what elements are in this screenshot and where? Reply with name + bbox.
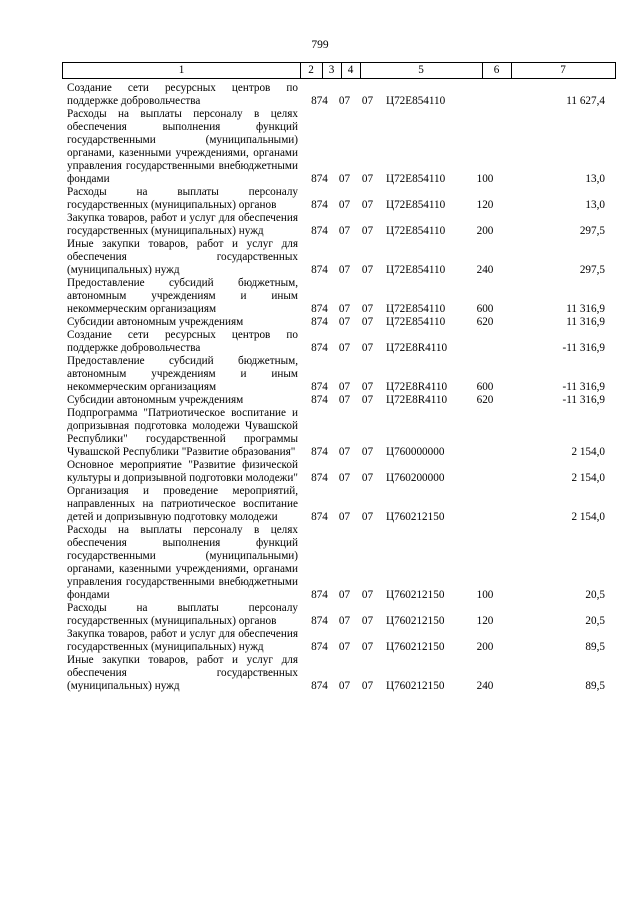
row-name: Организация и проведение мероприятий, направленных на патриотическое воспитание детей и допризывную подготовку молодежи: [67, 485, 298, 523]
row-name: Расходы на выплаты персоналу в целях обеспечения выполнения функций государственными (муниципальными) органами, казенными учреждениями, органами управления государственными внебюджетными фондами: [67, 524, 298, 601]
row-code-expense-type: 620: [476, 316, 494, 328]
table-row: [67, 329, 617, 355]
row-code-subsection: 07: [361, 615, 374, 627]
row-name: Субсидии автономным учреждениям: [67, 316, 244, 328]
row-amount: 89,5: [585, 680, 605, 692]
table-row: [67, 82, 617, 108]
row-code-expense-type: 620: [476, 394, 494, 406]
row-code-admin: 874: [311, 342, 328, 354]
row-code-section: 07: [338, 446, 351, 458]
page-number: 799: [311, 39, 329, 51]
row-code-target: Ц72Е8R4110: [386, 381, 448, 393]
row-amount: -11 316,9: [562, 394, 605, 406]
row-code-admin: 874: [311, 316, 328, 328]
row-code-section: 07: [338, 511, 351, 523]
row-code-admin: 874: [311, 264, 328, 276]
row-code-admin: 874: [311, 199, 328, 211]
row-code-target: Ц72Е854110: [386, 95, 446, 107]
row-name: Создание сети ресурсных центров по поддержке добровольчества: [67, 329, 298, 354]
row-code-subsection: 07: [361, 511, 374, 523]
table-row: [67, 355, 617, 394]
row-code-subsection: 07: [361, 342, 374, 354]
row-code-admin: 874: [311, 641, 328, 653]
table-row: [67, 238, 617, 277]
row-code-admin: 874: [311, 472, 328, 484]
row-code-admin: 874: [311, 511, 328, 523]
row-code-subsection: 07: [361, 641, 374, 653]
row-code-admin: 874: [311, 173, 328, 185]
table-row: [67, 108, 617, 186]
row-code-subsection: 07: [361, 394, 374, 406]
row-code-expense-type: 600: [476, 303, 494, 315]
row-name: Предоставление субсидий бюджетным, автономным учреждениям и иным некоммерческим организациям: [67, 355, 298, 393]
row-code-expense-type: 120: [476, 199, 494, 211]
row-code-section: 07: [338, 342, 351, 354]
row-code-expense-type: 600: [476, 381, 494, 393]
row-name: Расходы на выплаты персоналу государственных (муниципальных) органов: [67, 602, 298, 627]
row-code-target: Ц72Е8R4110: [386, 342, 448, 354]
table-row: [67, 212, 617, 238]
row-name: Основное мероприятие "Развитие физической культуры и допризывной подготовки молодежи": [67, 459, 298, 484]
row-code-target: Ц760212150: [386, 589, 445, 601]
budget-table: [67, 82, 617, 693]
row-code-target: Ц760212150: [386, 615, 445, 627]
row-code-section: 07: [338, 615, 351, 627]
row-amount: 2 154,0: [571, 472, 605, 484]
row-amount: -11 316,9: [562, 342, 605, 354]
row-code-section: 07: [338, 303, 351, 315]
row-code-section: 07: [338, 95, 351, 107]
row-amount: 297,5: [579, 264, 605, 276]
row-code-admin: 874: [311, 680, 328, 692]
row-amount: 11 316,9: [566, 316, 605, 328]
row-code-subsection: 07: [361, 381, 374, 393]
row-name: Закупка товаров, работ и услуг для обеспечения государственных (муниципальных) нужд: [67, 212, 298, 237]
row-amount: 297,5: [579, 225, 605, 237]
row-amount: 11 316,9: [566, 303, 605, 315]
row-code-target: Ц72Е8R4110: [386, 394, 448, 406]
row-code-target: Ц72Е854110: [386, 264, 446, 276]
row-code-subsection: 07: [361, 446, 374, 458]
row-code-subsection: 07: [361, 472, 374, 484]
row-code-admin: 874: [311, 394, 328, 406]
row-code-admin: 874: [311, 225, 328, 237]
row-code-section: 07: [338, 381, 351, 393]
row-name: Предоставление субсидий бюджетным, автономным учреждениям и иным некоммерческим организациям: [67, 277, 298, 315]
row-code-expense-type: 100: [476, 173, 494, 185]
row-code-section: 07: [338, 680, 351, 692]
row-name: Субсидии автономным учреждениям: [67, 394, 244, 406]
row-amount: 2 154,0: [571, 446, 605, 458]
header-col-1: 1: [178, 64, 185, 76]
table-row: [67, 277, 617, 316]
row-code-subsection: 07: [361, 199, 374, 211]
row-code-admin: 874: [311, 95, 328, 107]
table-row: [67, 186, 617, 212]
row-code-expense-type: 200: [476, 225, 494, 237]
row-code-subsection: 07: [361, 264, 374, 276]
row-code-target: Ц760212150: [386, 680, 445, 692]
row-name: Подпрограмма "Патриотическое воспитание и допризывная подготовка молодежи Чувашской Республики" государственной программы Чувашской Республики "Развитие образования": [67, 407, 298, 458]
row-code-expense-type: 100: [476, 589, 494, 601]
table-row: [67, 628, 617, 654]
table-row: [67, 602, 617, 628]
row-code-section: 07: [338, 316, 351, 328]
header-col-3: 3: [328, 64, 335, 76]
row-code-subsection: 07: [361, 316, 374, 328]
row-amount: 11 627,4: [566, 95, 605, 107]
row-code-subsection: 07: [361, 303, 374, 315]
row-code-section: 07: [338, 472, 351, 484]
table-row: [67, 654, 617, 693]
row-code-target: Ц72Е854110: [386, 173, 446, 185]
row-amount: 20,5: [585, 589, 605, 601]
row-code-section: 07: [338, 264, 351, 276]
row-code-admin: 874: [311, 589, 328, 601]
row-amount: 20,5: [585, 615, 605, 627]
row-code-section: 07: [338, 225, 351, 237]
row-code-target: Ц760000000: [386, 446, 445, 458]
row-code-target: Ц72Е854110: [386, 199, 446, 211]
row-code-subsection: 07: [361, 95, 374, 107]
row-code-target: Ц72Е854110: [386, 225, 446, 237]
row-code-admin: 874: [311, 446, 328, 458]
row-code-admin: 874: [311, 303, 328, 315]
row-code-target: Ц760212150: [386, 511, 445, 523]
row-code-section: 07: [338, 199, 351, 211]
row-code-subsection: 07: [361, 680, 374, 692]
header-col-7: 7: [560, 64, 566, 76]
header-col-2: 2: [308, 64, 314, 76]
row-code-target: Ц760200000: [386, 472, 445, 484]
header-col-6: 6: [493, 64, 500, 76]
table-row: [67, 524, 617, 602]
header-col-4: 4: [347, 64, 354, 76]
table-row: [67, 459, 617, 485]
row-code-expense-type: 240: [476, 264, 494, 276]
row-code-expense-type: 120: [476, 615, 494, 627]
row-code-admin: 874: [311, 615, 328, 627]
table-row: [67, 485, 617, 524]
row-code-admin: 874: [311, 381, 328, 393]
row-code-expense-type: 240: [476, 680, 494, 692]
table-header: [62, 62, 616, 79]
row-code-target: Ц72Е854110: [386, 316, 446, 328]
row-code-section: 07: [338, 173, 351, 185]
table-row: [67, 394, 617, 407]
row-code-subsection: 07: [361, 589, 374, 601]
table-row: [67, 316, 617, 329]
table-row: [67, 407, 617, 459]
row-amount: 13,0: [585, 199, 605, 211]
row-amount: 89,5: [585, 641, 605, 653]
row-name: Создание сети ресурсных центров по поддержке добровольчества: [67, 82, 298, 107]
row-code-subsection: 07: [361, 173, 374, 185]
row-code-target: Ц72Е854110: [386, 303, 446, 315]
row-code-section: 07: [338, 641, 351, 653]
row-name: Иные закупки товаров, работ и услуг для обеспечения государственных (муниципальных) нужд: [67, 654, 298, 692]
row-amount: 2 154,0: [571, 511, 605, 523]
header-col-5: 5: [418, 64, 424, 76]
row-code-target: Ц760212150: [386, 641, 445, 653]
row-name: Расходы на выплаты персоналу в целях обеспечения выполнения функций государственными (муниципальными) органами, казенными учреждениями, органами управления государственными внебюджетными фондами: [67, 108, 298, 185]
row-name: Закупка товаров, работ и услуг для обеспечения государственных (муниципальных) нужд: [67, 628, 298, 653]
row-amount: -11 316,9: [562, 381, 605, 393]
row-code-section: 07: [338, 394, 351, 406]
row-name: Расходы на выплаты персоналу государственных (муниципальных) органов: [67, 186, 298, 211]
row-code-section: 07: [338, 589, 351, 601]
row-code-expense-type: 200: [476, 641, 494, 653]
row-amount: 13,0: [585, 173, 605, 185]
row-code-subsection: 07: [361, 225, 374, 237]
row-name: Иные закупки товаров, работ и услуг для обеспечения государственных (муниципальных) нужд: [67, 238, 298, 276]
